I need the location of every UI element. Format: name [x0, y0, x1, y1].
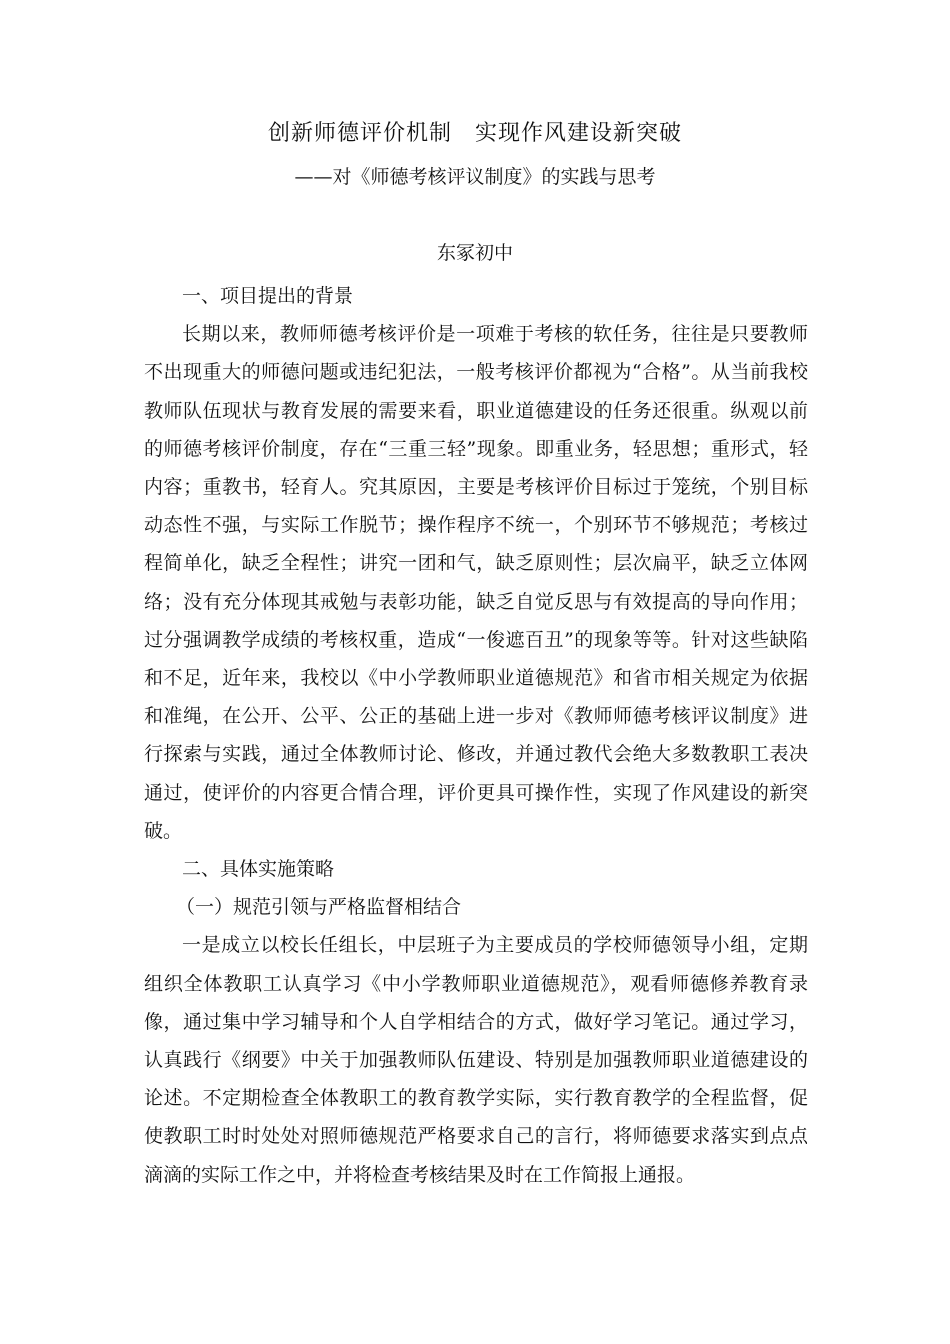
section-heading-strategy: 二、具体实施策略 [182, 858, 335, 881]
document-author: 东冢初中 [436, 242, 513, 264]
document-title: 创新师德评价机制 实现作风建设新突破 [267, 121, 682, 146]
subsection-heading-1: （一）规范引领与严格监督相结合 [176, 896, 462, 919]
document-subtitle: ——对《师德考核评议制度》的实践与思考 [294, 166, 656, 188]
paragraph-strategy-1: 一是成立以校长任组长，中层班子为主要成员的学校师德领导小组，定期组织全体教职工认真学习《中小学教师职业道德规范》，观看师德修养教育录像，通过集中学习辅导和个人自学相结合的方式，做好学习笔记。通过学习，认真践行《纲要》中关于加强教师队伍建设、特别是加强教师职业道德建设的论述。不定期检查全体教职工的教育教学实际，实行教育教学的全程监督，促使教职工时时处处对照师德规范严格要求自己的言行，将师德要求落实到点点滴滴的实际工作之中，并将检查考核结果及时在工作简报上通报。 [144, 934, 808, 1186]
section-heading-background: 一、项目提出的背景 [182, 285, 354, 307]
paragraph-background: 长期以来，教师师德考核评价是一项难于考核的软任务，往往是只要教师不出现重大的师德问题或违纪犯法，一般考核评价都视为“合格”。从当前我校教师队伍现状与教育发展的需要来看，职业道德建设的任务还很重。纵观以前的师德考核评价制度，存在“三重三轻”现象。即重业务，轻思想；重形式，轻内容；重教书，轻育人。究其原因，主要是考核评价目标过于笼统，个别目标动态性不强，与实际工作脱节；操作程序不统一，个别环节不够规范；考核过程简单化，缺乏全程性；讲究一团和气，缺乏原则性；层次扁平，缺乏立体网络；没有充分体现其戒勉与表彰功能，缺乏自觉反思与有效提高的导向作用；过分强调教学成绩的考核权重，造成“一俊遮百丑”的现象等等。针对这些缺陷和不足，近年来，我校以《中小学教师职业道德规范》和省市相关规定为依据和准绳，在公开、公平、公正的基础上进一步对《教师师德考核评议制度》进行探索与实践，通过全体教师讨论、修改，并通过教代会绝大多数教职工表决通过，使评价的内容更合情合理，评价更具可操作性，实现了作风建设的新突破。 [144, 323, 808, 842]
document-body [144, 277, 808, 1194]
